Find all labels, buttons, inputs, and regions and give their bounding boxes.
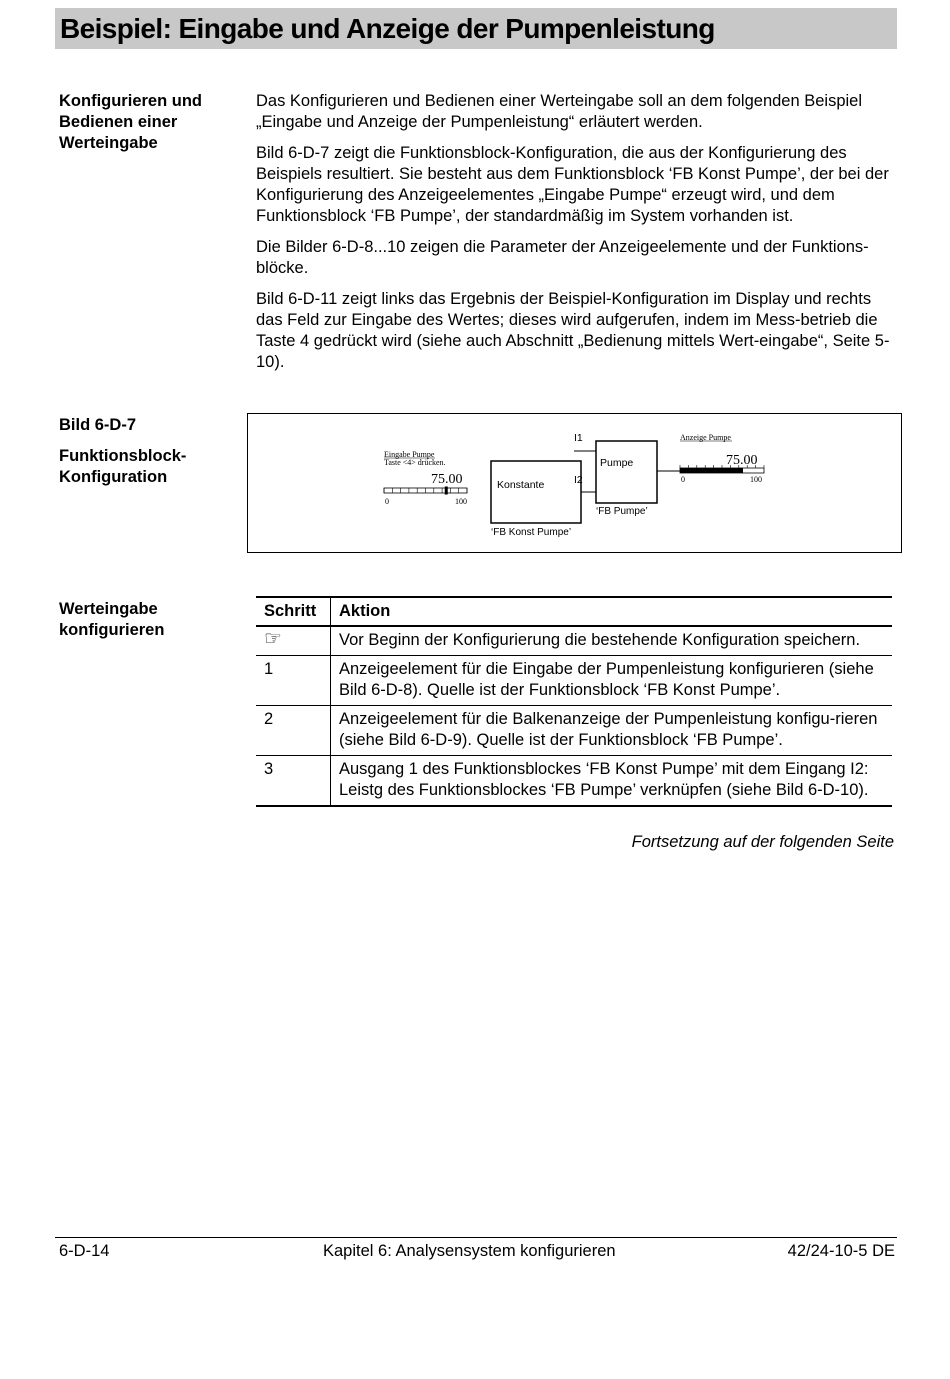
side-label-line: Konfigurieren und [59, 92, 202, 110]
paragraph: Das Konfigurieren und Bedienen einer Werteingabe soll an dem folgenden Beispiel „Eingabe und Anzeige der Pumpenleistung“ erläutert werden. [256, 92, 863, 131]
block-pumpe-name: Pumpe [600, 457, 634, 469]
step-action: Anzeigeelement für die Balkenanzeige der Pumpenleistung konfigu-rieren (siehe Bild 6-D-9). Quelle ist der Funktionsblock ‘FB Pumpe’. [331, 706, 893, 756]
paragraph: Bild 6-D-11 zeigt links das Ergebnis der Beispiel-Konfiguration im Display und rechts das Feld zur Eingabe des Wertes; dieses wird aufgerufen, indem im Mess-betrieb die Taste 4 gedrückt wird (siehe auch Abschnitt „Bedienung mittels Wert-eingabe“, Seite 5-10). [256, 290, 890, 371]
step-number: 3 [256, 756, 331, 807]
pumpe-input1-label: I1 [574, 432, 583, 444]
pointing-hand-icon: ☞ [256, 626, 331, 656]
page-title: Beispiel: Eingabe und Anzeige der Pumpenleistung [60, 13, 715, 44]
title-bar [55, 8, 897, 49]
block-pumpe-label: ‘FB Pumpe’ [596, 506, 648, 517]
output-scale-max: 100 [750, 475, 762, 484]
step-action: Anzeigeelement für die Eingabe der Pumpenleistung konfigurieren (siehe Bild 6-D-8). Quelle ist der Funktionsblock ‘FB Konst Pumpe’. [331, 656, 893, 706]
step-action: Vor Beginn der Konfigurierung die bestehende Konfiguration speichern. [331, 626, 893, 656]
output-scale-min: 0 [681, 475, 685, 484]
continued-note: Fortsetzung auf der folgenden Seite [631, 833, 894, 851]
table-row [256, 706, 892, 756]
block-konstante-label: ‘FB Konst Pumpe’ [491, 527, 572, 538]
output-display-value: 75.00 [726, 453, 758, 468]
table-header-row [256, 597, 892, 626]
input-scale-min: 0 [385, 497, 389, 506]
header-step: Schritt [256, 597, 331, 626]
side-label-line: Bedienen einer [59, 113, 178, 131]
footer-chapter: Kapitel 6: Analysensystem konfigurieren [323, 1242, 616, 1260]
paragraph: Die Bilder 6-D-8...10 zeigen die Parameter der Anzeigeelemente und der Funktions-blöcke. [256, 238, 869, 277]
block-konstante [491, 461, 581, 523]
side-label-line: konfigurieren [59, 621, 165, 639]
figure-caption [59, 415, 229, 488]
block-pumpe [596, 441, 657, 503]
output-display-title: Anzeige Pumpe [680, 433, 731, 442]
output-display [680, 433, 764, 484]
table-row [256, 756, 892, 807]
footer-doc-id: 42/24-10-5 DE [787, 1242, 895, 1260]
footer-page-number: 6-D-14 [59, 1242, 110, 1260]
header-action: Aktion [331, 597, 893, 626]
steps-table [256, 596, 892, 807]
input-display [384, 450, 467, 506]
input-display-value: 75.00 [431, 472, 463, 487]
input-slider-knob [445, 487, 448, 495]
side-label-line: Werteingabe [59, 134, 158, 152]
figure-label: Bild 6-D-7 [59, 416, 137, 434]
block-konstante-name: Konstante [497, 479, 545, 491]
table-row [256, 626, 892, 656]
footer-divider [55, 1237, 897, 1238]
function-block-diagram [248, 414, 901, 552]
step-action: Ausgang 1 des Funktionsblockes ‘FB Konst Pumpe’ mit dem Eingang I2: Leistg des Funktionsblockes ‘FB Pumpe’ verknüpfen (siehe Bild 6-D-10). [331, 756, 893, 807]
pumpe-input2-label: I2 [574, 474, 583, 486]
input-display-subtitle: Taste <4> drücken. [384, 458, 446, 467]
input-scale-max: 100 [455, 497, 467, 506]
section1-side-label [59, 91, 229, 154]
step-number: 1 [256, 656, 331, 706]
paragraph: Bild 6-D-7 zeigt die Funktionsblock-Konfiguration, die aus der Konfigurierung des Beispiels resultiert. Sie besteht aus dem Funktionsblock ‘FB Konst Pumpe’, der bei der Konfigurierung des Anzeigeelementes „Eingabe Pumpe“ erzeugt wird, und dem Funktionsblock ‘FB Pumpe’, der standardmäßig im System vorhanden ist. [256, 144, 889, 225]
section1-body [256, 91, 901, 383]
function-block-figure [247, 413, 902, 553]
side-label-line: Werteingabe [59, 600, 158, 618]
output-bar-fill [680, 468, 743, 473]
table-row [256, 656, 892, 706]
input-display-title: Eingabe Pumpe [384, 450, 435, 459]
section2-side-label [59, 599, 229, 641]
step-number: 2 [256, 706, 331, 756]
figure-caption-line: Konfiguration [59, 468, 168, 486]
figure-caption-line: Funktionsblock- [59, 447, 187, 465]
